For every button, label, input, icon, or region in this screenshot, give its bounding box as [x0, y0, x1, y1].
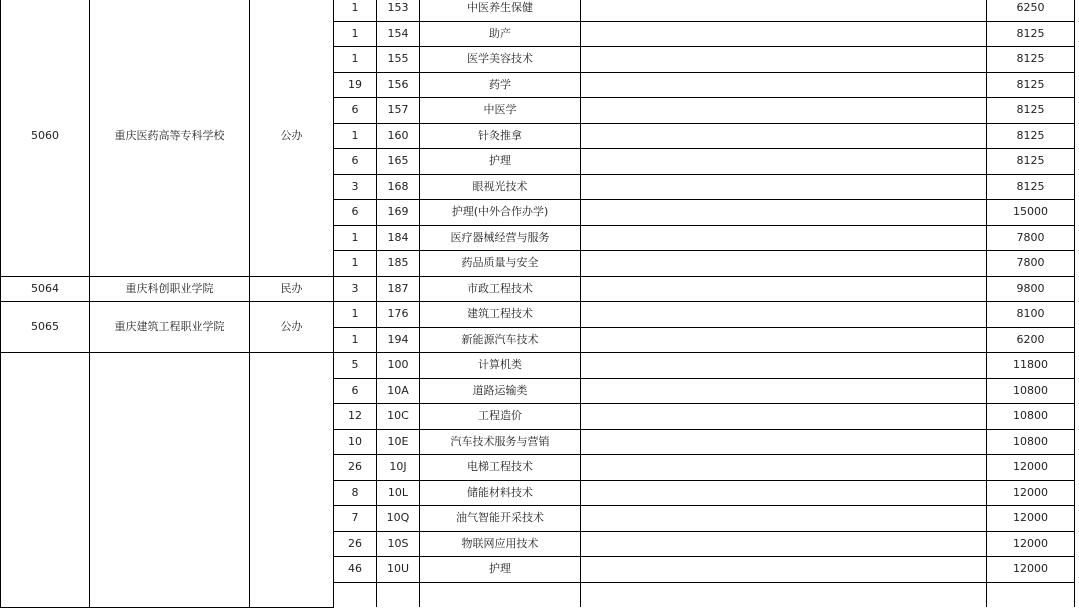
note-cell [581, 0, 987, 21]
major-name-cell: 中医学 [420, 98, 581, 124]
note-cell [581, 174, 987, 200]
major-name-cell: 储能材料技术 [420, 480, 581, 506]
tuition-fee-cell: 12000 [987, 557, 1075, 583]
table-row [1, 302, 1075, 328]
tuition-fee-cell: 7800 [987, 225, 1075, 251]
table-body [1, 0, 1075, 607]
major-name-cell: 药学 [420, 72, 581, 98]
tuition-fee-cell: 15000 [987, 200, 1075, 226]
school-code-cell: 5065 [1, 302, 90, 353]
major-name-cell: 新能源汽车技术 [420, 327, 581, 353]
major-code-cell: 10Q [377, 506, 420, 532]
major-name-cell [420, 582, 581, 607]
school-code-cell: 5064 [1, 276, 90, 302]
plan-count-cell: 6 [334, 200, 377, 226]
major-code-cell: 10E [377, 429, 420, 455]
note-cell [581, 480, 987, 506]
note-cell [581, 149, 987, 175]
note-cell [581, 531, 987, 557]
plan-count-cell: 1 [334, 47, 377, 73]
plan-count-cell: 1 [334, 0, 377, 21]
plan-count-cell: 1 [334, 225, 377, 251]
major-name-cell: 计算机类 [420, 353, 581, 379]
major-code-cell: 176 [377, 302, 420, 328]
plan-count-cell: 26 [334, 455, 377, 481]
major-code-cell: 169 [377, 200, 420, 226]
plan-count-cell: 6 [334, 98, 377, 124]
school-type-cell [250, 353, 334, 608]
tuition-fee-cell: 12000 [987, 455, 1075, 481]
school-type-cell: 公办 [250, 0, 334, 276]
major-code-cell: 10S [377, 531, 420, 557]
major-code-cell: 10A [377, 378, 420, 404]
tuition-fee-cell: 8125 [987, 174, 1075, 200]
tuition-fee-cell: 8125 [987, 21, 1075, 47]
tuition-fee-cell: 10800 [987, 378, 1075, 404]
plan-count-cell: 3 [334, 276, 377, 302]
note-cell [581, 557, 987, 583]
major-code-cell: 185 [377, 251, 420, 277]
plan-count-cell: 1 [334, 21, 377, 47]
note-cell [581, 251, 987, 277]
note-cell [581, 327, 987, 353]
major-name-cell: 物联网应用技术 [420, 531, 581, 557]
major-name-cell: 医学美容技术 [420, 47, 581, 73]
tuition-fee-cell: 12000 [987, 506, 1075, 532]
major-name-cell: 眼视光技术 [420, 174, 581, 200]
school-type-cell: 民办 [250, 276, 334, 302]
table-row [1, 353, 1075, 379]
note-cell [581, 123, 987, 149]
note-cell [581, 404, 987, 430]
major-name-cell: 工程造价 [420, 404, 581, 430]
tuition-fee-cell: 10800 [987, 404, 1075, 430]
tuition-fee-cell: 8125 [987, 149, 1075, 175]
plan-count-cell: 10 [334, 429, 377, 455]
note-cell [581, 225, 987, 251]
major-code-cell [377, 582, 420, 607]
plan-count-cell: 6 [334, 378, 377, 404]
note-cell [581, 506, 987, 532]
major-code-cell: 184 [377, 225, 420, 251]
plan-count-cell: 3 [334, 174, 377, 200]
major-code-cell: 10J [377, 455, 420, 481]
tuition-fee-cell: 8125 [987, 47, 1075, 73]
major-name-cell: 油气智能开采技术 [420, 506, 581, 532]
tuition-fee-cell: 9800 [987, 276, 1075, 302]
tuition-fee-cell: 8100 [987, 302, 1075, 328]
school-code-cell [1, 353, 90, 608]
plan-count-cell: 46 [334, 557, 377, 583]
note-cell [581, 455, 987, 481]
tuition-fee-cell: 12000 [987, 531, 1075, 557]
school-name-cell: 重庆科创职业学院 [90, 276, 250, 302]
tuition-fee-cell: 8125 [987, 98, 1075, 124]
note-cell [581, 21, 987, 47]
school-name-cell: 重庆医药高等专科学校 [90, 0, 250, 276]
major-name-cell: 助产 [420, 21, 581, 47]
tuition-fee-cell: 11800 [987, 353, 1075, 379]
note-cell [581, 47, 987, 73]
major-name-cell: 护理(中外合作办学) [420, 200, 581, 226]
plan-count-cell: 12 [334, 404, 377, 430]
major-name-cell: 汽车技术服务与营销 [420, 429, 581, 455]
note-cell [581, 72, 987, 98]
major-code-cell: 10L [377, 480, 420, 506]
major-name-cell: 中医养生保健 [420, 0, 581, 21]
table-row [1, 0, 1075, 21]
note-cell [581, 582, 987, 607]
major-code-cell: 10U [377, 557, 420, 583]
major-code-cell: 10C [377, 404, 420, 430]
plan-count-cell: 26 [334, 531, 377, 557]
tuition-fee-cell: 8125 [987, 72, 1075, 98]
major-code-cell: 187 [377, 276, 420, 302]
tuition-fee-cell: 7800 [987, 251, 1075, 277]
major-code-cell: 157 [377, 98, 420, 124]
note-cell [581, 276, 987, 302]
tuition-fee-cell: 8125 [987, 123, 1075, 149]
plan-count-cell: 1 [334, 123, 377, 149]
major-name-cell: 护理 [420, 149, 581, 175]
tuition-fee-cell: 12000 [987, 480, 1075, 506]
major-name-cell: 市政工程技术 [420, 276, 581, 302]
note-cell [581, 378, 987, 404]
major-name-cell: 建筑工程技术 [420, 302, 581, 328]
major-name-cell: 电梯工程技术 [420, 455, 581, 481]
tuition-fee-cell [987, 582, 1075, 607]
note-cell [581, 200, 987, 226]
major-name-cell: 道路运输类 [420, 378, 581, 404]
school-code-cell: 5060 [1, 0, 90, 276]
plan-count-cell: 1 [334, 302, 377, 328]
tuition-fee-cell: 10800 [987, 429, 1075, 455]
major-code-cell: 155 [377, 47, 420, 73]
plan-count-cell: 6 [334, 149, 377, 175]
major-code-cell: 154 [377, 21, 420, 47]
plan-count-cell: 8 [334, 480, 377, 506]
major-name-cell: 医疗器械经营与服务 [420, 225, 581, 251]
major-code-cell: 165 [377, 149, 420, 175]
major-name-cell: 护理 [420, 557, 581, 583]
plan-count-cell: 1 [334, 327, 377, 353]
school-type-cell: 公办 [250, 302, 334, 353]
plan-count-cell: 5 [334, 353, 377, 379]
major-code-cell: 194 [377, 327, 420, 353]
major-code-cell: 160 [377, 123, 420, 149]
major-code-cell: 100 [377, 353, 420, 379]
tuition-fee-cell: 6200 [987, 327, 1075, 353]
major-code-cell: 156 [377, 72, 420, 98]
major-name-cell: 药品质量与安全 [420, 251, 581, 277]
plan-count-cell: 7 [334, 506, 377, 532]
plan-count-cell: 19 [334, 72, 377, 98]
plan-count-cell [334, 582, 377, 607]
tuition-fee-cell: 6250 [987, 0, 1075, 21]
plan-count-cell: 1 [334, 251, 377, 277]
major-code-cell: 153 [377, 0, 420, 21]
table-row [1, 276, 1075, 302]
note-cell [581, 302, 987, 328]
note-cell [581, 353, 987, 379]
major-name-cell: 针灸推拿 [420, 123, 581, 149]
school-name-cell [90, 353, 250, 608]
note-cell [581, 429, 987, 455]
note-cell [581, 98, 987, 124]
school-name-cell: 重庆建筑工程职业学院 [90, 302, 250, 353]
major-code-cell: 168 [377, 174, 420, 200]
